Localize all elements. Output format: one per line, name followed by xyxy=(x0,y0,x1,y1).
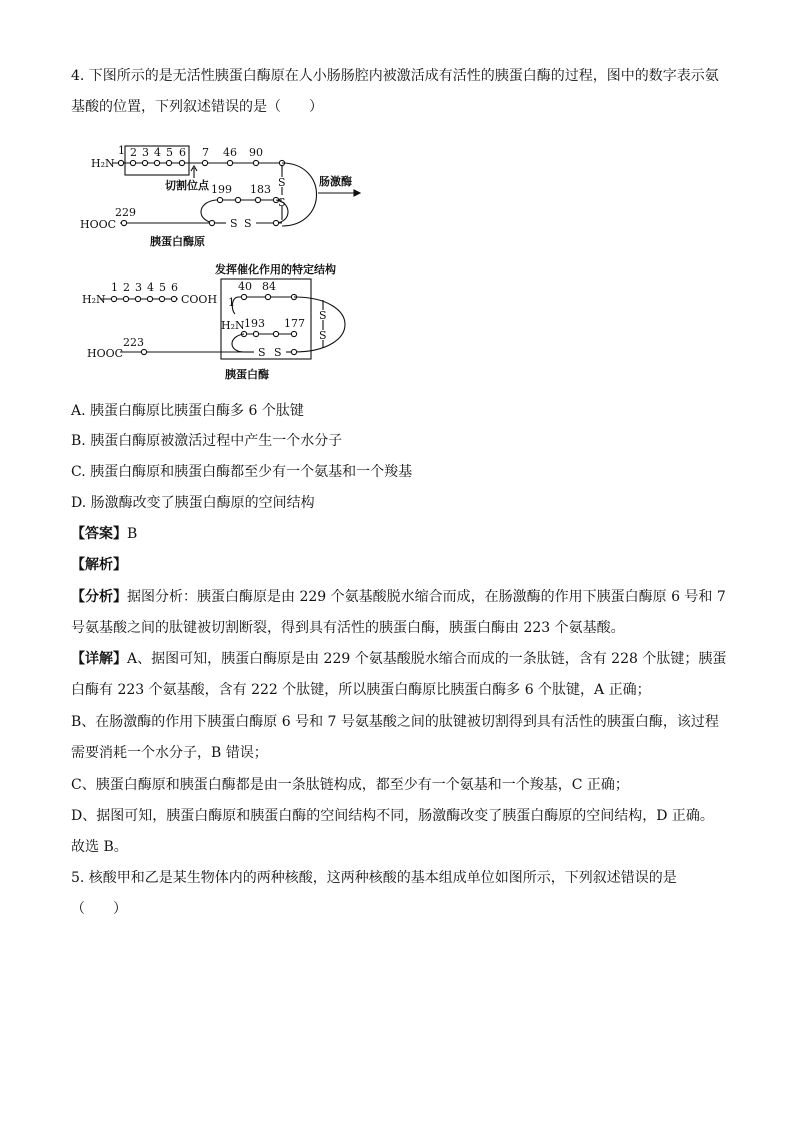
q5-stem-line2: （ ） xyxy=(71,901,127,917)
residue-circle xyxy=(291,331,296,336)
residue-circle xyxy=(253,160,258,165)
residue-label: 4 xyxy=(154,146,161,159)
residue-circle xyxy=(265,294,270,299)
chain-loop xyxy=(201,200,216,223)
residue-circle xyxy=(142,160,147,165)
residue-circle xyxy=(171,296,176,301)
trypsin-activation-diagram xyxy=(78,140,378,385)
residue-circle xyxy=(179,160,184,165)
analysis-tag-text: 【解析】 xyxy=(71,557,127,573)
residue-label: 229 xyxy=(115,206,136,219)
fenxi-line2: 号氨基酸之间的肽键被切割断裂，得到具有活性的胰蛋白酶，胰蛋白酶由 223 个氨基酸。 xyxy=(71,620,625,636)
residue-circle xyxy=(291,349,296,354)
residue-label: 177 xyxy=(284,317,305,330)
disulfide-s: S xyxy=(244,217,252,230)
residue-label: 5 xyxy=(159,281,166,294)
q4-stem-line2: 基酸的位置，下列叙述错误的是（ ） xyxy=(71,99,323,115)
residue-label: 4 xyxy=(147,281,154,294)
explain-b-line1: B、在肠激酶的作用下胰蛋白酶原 6 号和 7 号氨基酸之间的肽键被切割得到具有活性的胰蛋白酶，该过程 xyxy=(71,714,719,730)
residue-circle xyxy=(273,220,278,225)
conclusion: 故选 B。 xyxy=(71,839,128,855)
residue-label: 3 xyxy=(135,281,142,294)
explain-b-line2: 需要消耗一个水分子，B 错误； xyxy=(71,745,268,761)
residue-label: 183 xyxy=(250,183,271,196)
fenxi-line1 xyxy=(71,587,731,607)
fenxi-text1: 据图分析：胰蛋白酶原是由 229 个氨基酸脱水缩合而成，在肠激酶的作用下胰蛋白酶原 6 号和 7 xyxy=(127,589,726,605)
disulfide-s: S xyxy=(274,346,282,359)
residue-label: 193 xyxy=(244,317,265,330)
residue-circle xyxy=(130,160,135,165)
option-d: D. 肠激酶改变了胰蛋白酶原的空间结构 xyxy=(71,495,315,511)
xiangjie-line1 xyxy=(71,649,731,669)
residue-circle xyxy=(202,160,207,165)
residue-label: 84 xyxy=(262,280,276,293)
residue-circle xyxy=(154,160,159,165)
residue-circle xyxy=(118,160,123,165)
disulfide-s: S xyxy=(258,346,266,359)
caption-trypsinogen: 胰蛋白酶原 xyxy=(150,235,205,248)
residue-circle xyxy=(217,197,222,202)
h2n-label: H₂N xyxy=(91,157,115,170)
residue-circle xyxy=(235,197,240,202)
caption-trypsin: 胰蛋白酶 xyxy=(225,368,269,381)
q4-stem-line1: 4. 下图所示的是无活性胰蛋白酶原在人小肠肠腔内被激活成有活性的胰蛋白酶的过程，图中的数字表示氨 xyxy=(71,68,719,84)
residue-circle xyxy=(135,296,140,301)
answer-value: B xyxy=(127,526,138,542)
residue-circle xyxy=(255,197,260,202)
explain-d: D、据图可知，胰蛋白酶原和胰蛋白酶的空间结构不同，肠激酶改变了胰蛋白酶原的空间结构，D 正确。 xyxy=(71,808,714,824)
disulfide-s: S xyxy=(319,329,327,342)
h2n-label: H₂N xyxy=(82,293,106,306)
residue-label: 5 xyxy=(166,146,173,159)
residue-circle xyxy=(227,160,232,165)
residue-label: 1 xyxy=(228,296,235,309)
residue-label: 199 xyxy=(211,183,232,196)
residue-circle xyxy=(147,296,152,301)
residue-circle xyxy=(159,296,164,301)
residue-label: 40 xyxy=(238,280,252,293)
residue-label: 1 xyxy=(111,281,118,294)
residue-circle xyxy=(111,296,116,301)
residue-label: 223 xyxy=(123,336,144,349)
residue-label: 90 xyxy=(249,146,263,159)
option-a: A. 胰蛋白酶原比胰蛋白酶多 6 个肽键 xyxy=(71,403,304,419)
xiangjie-line2: 白酶有 223 个氨基酸，含有 222 个肽键，所以胰蛋白酶原比胰蛋白酶多 6 个肽键，A 正确； xyxy=(71,682,651,698)
analysis-tag xyxy=(71,555,731,575)
disulfide-s: S xyxy=(278,176,286,189)
catalytic-structure-label: 发挥催化作用的特定结构 xyxy=(215,263,336,276)
disulfide-s: S xyxy=(230,217,238,230)
residue-label: 7 xyxy=(202,146,209,159)
disulfide-s: S xyxy=(319,309,327,322)
answer-line xyxy=(71,524,731,544)
residue-label: 46 xyxy=(223,146,237,159)
residue-label: 2 xyxy=(123,281,130,294)
enzyme-label: 肠激酶 xyxy=(319,175,352,188)
xiangjie-tag: 【详解】 xyxy=(71,651,127,667)
h2n-inner-label: H₂N xyxy=(221,319,245,332)
hooc-label: HOOC xyxy=(87,347,124,360)
residue-label: 2 xyxy=(130,146,137,159)
explain-c: C、胰蛋白酶原和胰蛋白酶都是由一条肽链构成，都至少有一个氨基和一个羧基，C 正确； xyxy=(71,777,629,793)
hooc-label: HOOC xyxy=(80,218,117,231)
trypsin-labels xyxy=(82,262,336,381)
cooh-label: COOH xyxy=(181,293,218,306)
residue-circle xyxy=(166,160,171,165)
residue-circle xyxy=(209,220,214,225)
residue-circle xyxy=(253,331,258,336)
cut-site-label: 切割位点 xyxy=(165,179,209,192)
residue-label: 6 xyxy=(171,281,178,294)
fenxi-tag: 【分析】 xyxy=(71,589,127,605)
option-b: B. 胰蛋白酶原被激活过程中产生一个水分子 xyxy=(71,433,343,449)
residue-label: 3 xyxy=(142,146,149,159)
answer-tag: 【答案】 xyxy=(71,526,127,542)
enzyme-arrow-head xyxy=(354,190,360,196)
trypsinogen-labels xyxy=(80,144,352,248)
disulfide-s: S xyxy=(278,196,286,209)
residue-circle xyxy=(123,296,128,301)
residue-circle xyxy=(241,294,246,299)
chain-loop xyxy=(232,334,244,352)
residue-label: 1 xyxy=(118,144,125,157)
residue-circle xyxy=(273,331,278,336)
residue-circle xyxy=(141,349,146,354)
q5-stem-line1: 5. 核酸甲和乙是某生物体内的两种核酸，这两种核酸的基本组成单位如图所示，下列叙述错误的是 xyxy=(71,870,677,886)
option-c: C. 胰蛋白酶原和胰蛋白酶都至少有一个氨基和一个羧基 xyxy=(71,464,413,480)
xiangjie-text1: A、据图可知，胰蛋白酶原是由 229 个氨基酸脱水缩合而成的一条肽链，含有 228 个肽键；胰蛋 xyxy=(127,651,727,667)
residue-circle xyxy=(121,220,126,225)
residue-label: 6 xyxy=(179,146,186,159)
